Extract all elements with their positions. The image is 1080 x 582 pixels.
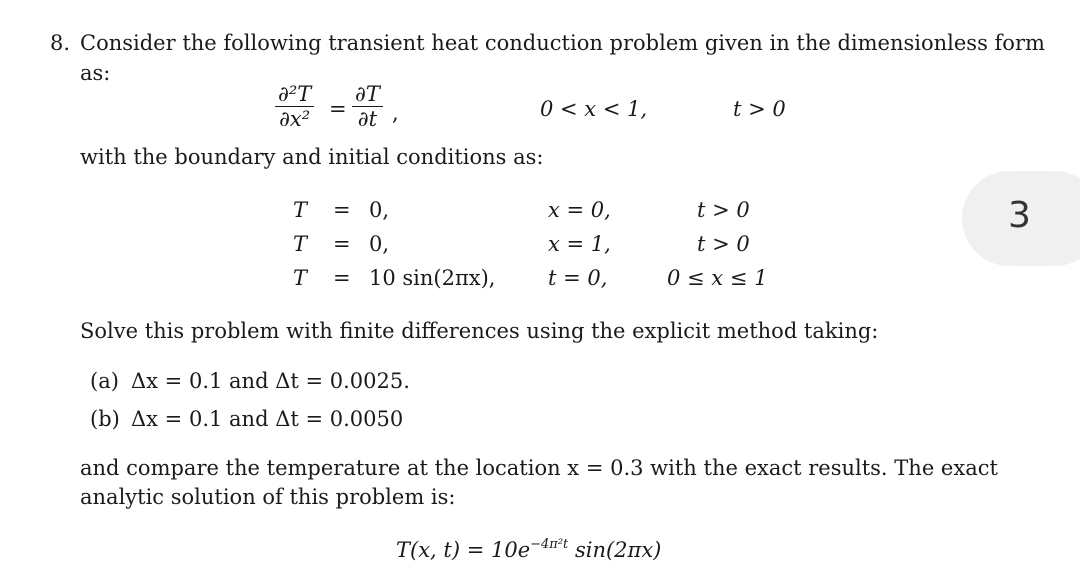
condition-where: x = 0, xyxy=(548,198,611,222)
condition-when: t > 0 xyxy=(697,198,750,222)
condition-when: t > 0 xyxy=(697,232,750,256)
pde-rhs-fraction xyxy=(352,82,383,131)
pde-domain-x: 0 < x < 1, xyxy=(540,97,648,121)
problem-intro-line2: as: xyxy=(80,61,111,85)
part-label-b: (b) xyxy=(90,407,120,431)
pde-comma: , xyxy=(392,101,399,125)
bc-intro: with the boundary and initial conditions as: xyxy=(80,145,544,169)
page-number: 3 xyxy=(1008,195,1031,236)
part-label-a: (a) xyxy=(90,369,119,393)
solve-instruction: Solve this problem with finite differences using the explicit method taking: xyxy=(80,319,879,343)
problem-intro-line1: Consider the following transient heat conduction problem given in the dimensionless form xyxy=(80,31,1045,55)
problem-number: 8. xyxy=(50,31,71,55)
page-number-badge xyxy=(962,171,1080,266)
condition-where: t = 0, xyxy=(548,266,608,290)
pde-rhs-denominator: ∂t xyxy=(357,107,378,131)
condition-eq: = xyxy=(333,266,351,290)
solution-lhs: T(x, t) = 10e xyxy=(396,538,531,562)
pde-domain-t: t > 0 xyxy=(733,97,786,121)
exact-solution xyxy=(396,537,661,567)
compare-line1: and compare the temperature at the location x = 0.3 with the exact results. The exact xyxy=(80,456,998,480)
condition-eq: = xyxy=(333,232,351,256)
pde-lhs-denominator: ∂x² xyxy=(279,107,311,131)
condition-lhs: T xyxy=(293,198,308,222)
solution-rhs: sin(2πx) xyxy=(568,538,662,562)
condition-when: 0 ≤ x ≤ 1 xyxy=(667,266,768,290)
pde-equals: = xyxy=(329,97,347,121)
condition-value: 10 sin(2πx), xyxy=(369,266,496,290)
part-text-a: Δx = 0.1 and Δt = 0.0025. xyxy=(131,369,410,393)
condition-lhs: T xyxy=(293,266,308,290)
solution-exponent: −4π²t xyxy=(530,537,569,552)
pde-lhs-fraction xyxy=(275,82,314,131)
condition-lhs: T xyxy=(293,232,308,256)
pde-lhs-numerator: ∂²T xyxy=(275,82,314,107)
condition-value: 0, xyxy=(369,232,390,256)
condition-where: x = 1, xyxy=(548,232,611,256)
condition-eq: = xyxy=(333,198,351,222)
part-text-b: Δx = 0.1 and Δt = 0.0050 xyxy=(131,407,404,431)
pde-rhs-numerator: ∂T xyxy=(352,82,383,107)
compare-line2: analytic solution of this problem is: xyxy=(80,485,456,509)
condition-value: 0, xyxy=(369,198,390,222)
